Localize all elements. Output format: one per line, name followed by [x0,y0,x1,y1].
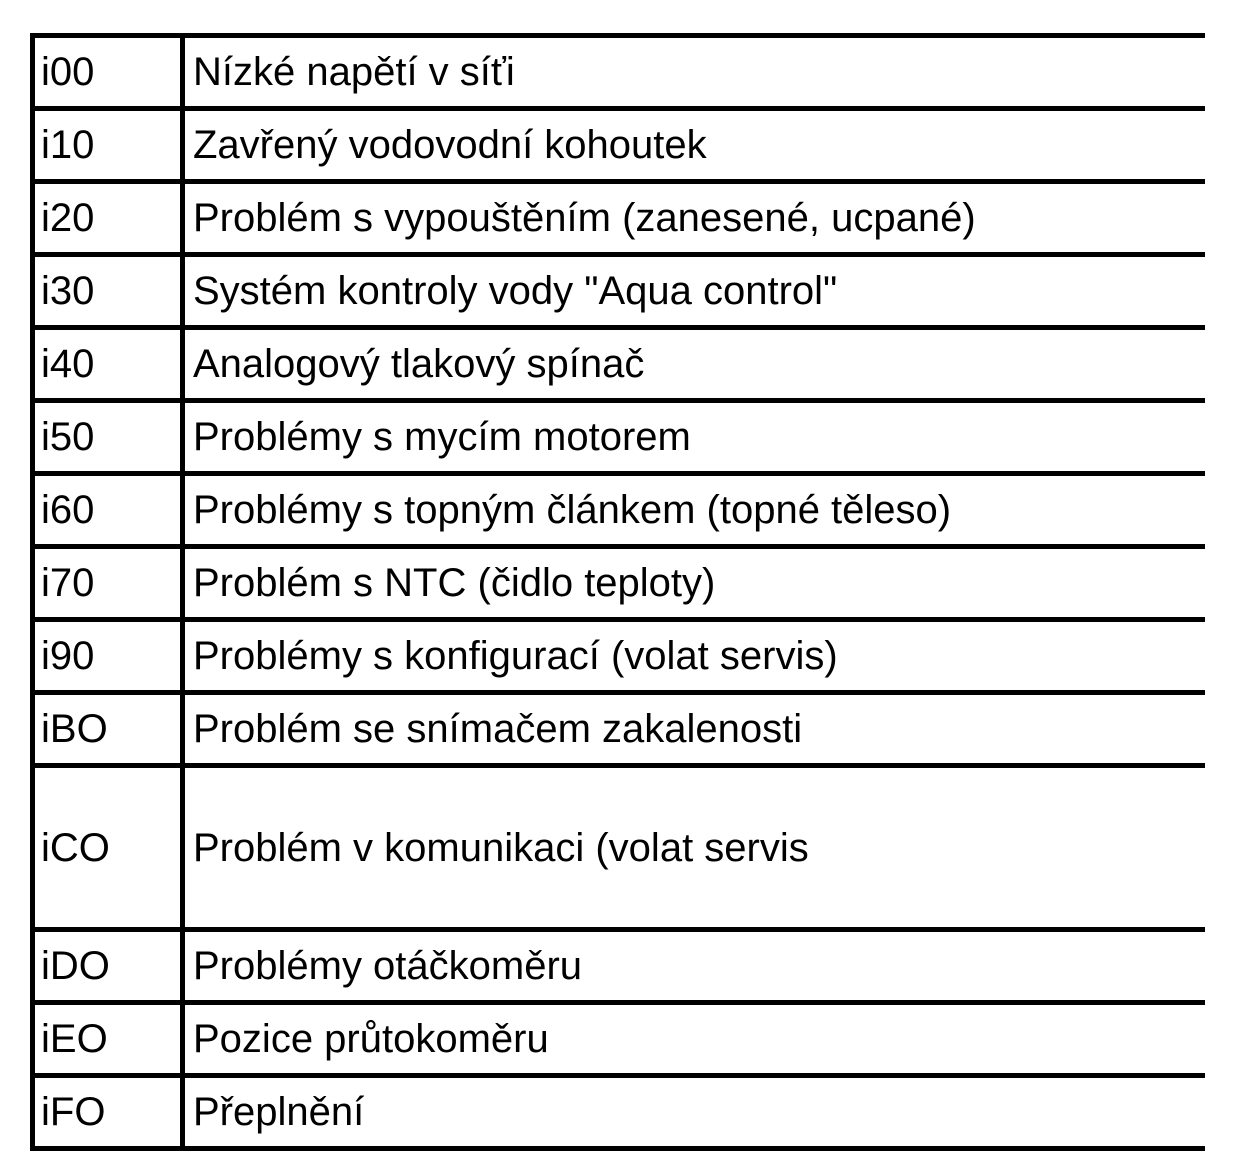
table-row [33,474,1205,547]
error-code-cell: iEO [33,1003,183,1076]
error-description-cell: Problém s NTC (čidlo teploty) [183,547,1205,620]
error-code-cell: i40 [33,328,183,401]
table-row [33,693,1205,766]
error-description-cell: Systém kontroly vody "Aqua control" [183,255,1205,328]
error-code-cell: i10 [33,109,183,182]
error-description-cell: Problém v komunikaci (volat servis [183,766,1205,930]
table-row [33,182,1205,255]
table-row [33,401,1205,474]
error-code-cell: i20 [33,182,183,255]
error-code-table [30,33,1205,1151]
error-description-cell: Problém s vypouštěním (zanesené, ucpané) [183,182,1205,255]
error-code-cell: i00 [33,36,183,109]
error-code-cell: iBO [33,693,183,766]
error-description-cell: Problémy s konfigurací (volat servis) [183,620,1205,693]
error-description-cell: Problémy s topným článkem (topné těleso) [183,474,1205,547]
error-code-cell: i90 [33,620,183,693]
table-row [33,109,1205,182]
table-row [33,547,1205,620]
error-code-cell: i30 [33,255,183,328]
error-description-cell: Pozice průtokoměru [183,1003,1205,1076]
table-row [33,766,1205,930]
table-row [33,255,1205,328]
table-row [33,36,1205,109]
error-code-cell: i50 [33,401,183,474]
error-code-cell: iFO [33,1076,183,1149]
error-code-cell: iCO [33,766,183,930]
error-code-cell: iDO [33,930,183,1003]
error-description-cell: Problémy s mycím motorem [183,401,1205,474]
table-row [33,1076,1205,1149]
error-description-cell: Nízké napětí v síťi [183,36,1205,109]
error-description-cell: Problémy otáčkoměru [183,930,1205,1003]
error-code-cell: i70 [33,547,183,620]
table-row [33,1003,1205,1076]
error-description-cell: Zavřený vodovodní kohoutek [183,109,1205,182]
error-description-cell: Přeplnění [183,1076,1205,1149]
table-row [33,620,1205,693]
table-row [33,930,1205,1003]
error-description-cell: Analogový tlakový spínač [183,328,1205,401]
error-code-cell: i60 [33,474,183,547]
error-description-cell: Problém se snímačem zakalenosti [183,693,1205,766]
table-row [33,328,1205,401]
